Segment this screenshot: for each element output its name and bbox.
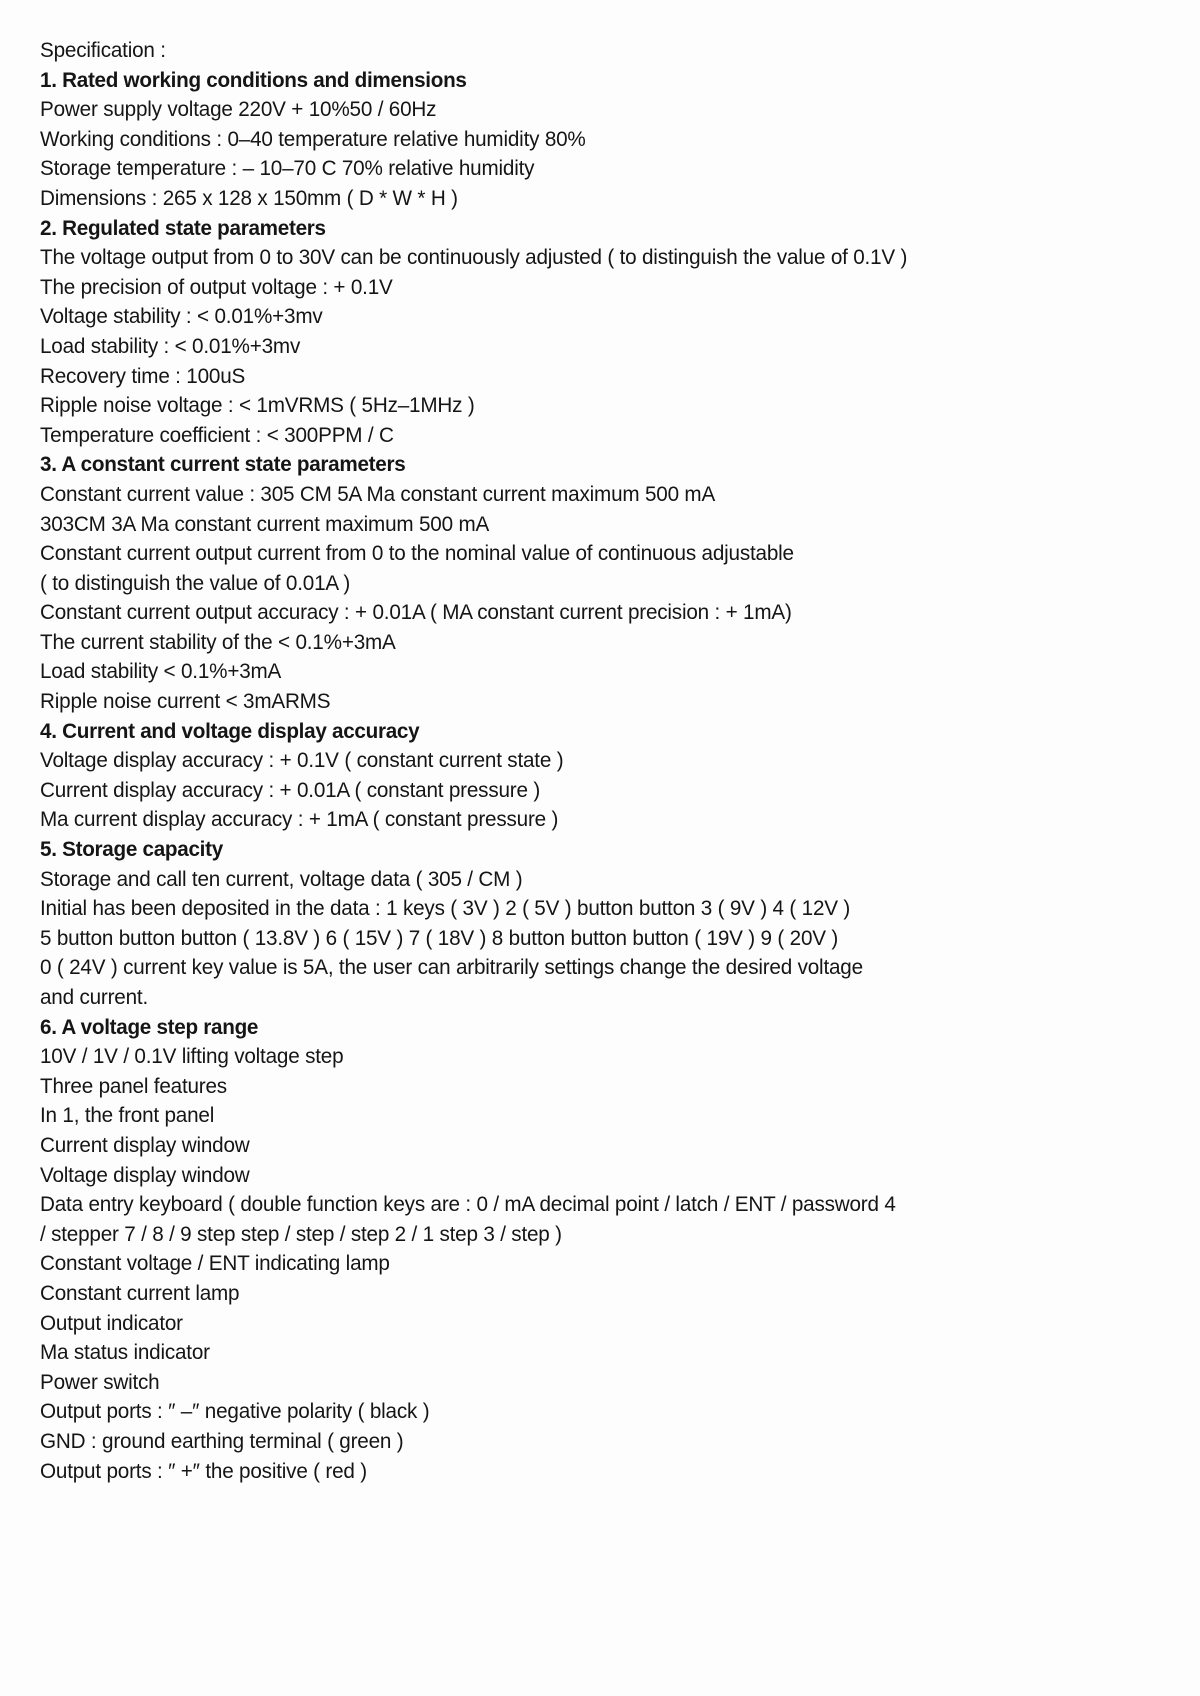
- spec-text-line: 5 button button button ( 13.8V ) 6 ( 15V ) 7 ( 18V ) 8 button button button ( 19V ) 9 ( 20V ): [40, 926, 839, 950]
- spec-text-line: Ma status indicator: [40, 1341, 210, 1365]
- spec-text-line: Current display window: [40, 1133, 250, 1157]
- spec-text-line: Initial has been deposited in the data : 1 keys ( 3V ) 2 ( 5V ) button button 3 ( 9V ) 4 ( 12V ): [40, 897, 851, 921]
- spec-text-line: Power switch: [40, 1370, 160, 1394]
- spec-text-line: Constant current output accuracy : + 0.01A ( MA constant current precision : + 1mA): [40, 601, 792, 625]
- spec-text-line: Voltage display accuracy : + 0.1V ( constant current state ): [40, 749, 564, 773]
- section-heading: 4. Current and voltage display accuracy: [40, 719, 420, 743]
- spec-text-line: Ripple noise current < 3mARMS: [40, 690, 331, 714]
- spec-text-line: Constant current output current from 0 to the nominal value of continuous adjustable: [40, 542, 794, 566]
- spec-text-line: Output ports : ″ –″ negative polarity ( black ): [40, 1400, 430, 1424]
- section-heading: 2. Regulated state parameters: [40, 216, 326, 240]
- spec-text-line: Voltage stability : < 0.01%+3mv: [40, 305, 323, 329]
- section-heading: 3. A constant current state parameters: [40, 453, 406, 477]
- spec-text-line: The current stability of the < 0.1%+3mA: [40, 630, 396, 654]
- spec-text-line: Temperature coefficient : < 300PPM / C: [40, 423, 394, 447]
- spec-text-line: Constant voltage / ENT indicating lamp: [40, 1252, 390, 1276]
- spec-text-line: / stepper 7 / 8 / 9 step step / step / step 2 / 1 step 3 / step ): [40, 1222, 562, 1246]
- spec-text-line: Working conditions : 0–40 temperature relative humidity 80%: [40, 127, 586, 151]
- spec-text-line: Ma current display accuracy : + 1mA ( constant pressure ): [40, 808, 559, 832]
- spec-text-line: Output ports : ″ +″ the positive ( red ): [40, 1459, 367, 1483]
- spec-text-line: Recovery time : 100uS: [40, 364, 246, 388]
- spec-text-line: Constant current value : 305 CM 5A Ma constant current maximum 500 mA: [40, 482, 716, 506]
- section-heading: 5. Storage capacity: [40, 838, 223, 862]
- spec-text-line: ( to distinguish the value of 0.01A ): [40, 571, 351, 595]
- spec-text-line: Current display accuracy : + 0.01A ( constant pressure ): [40, 778, 541, 802]
- spec-text-line: Constant current lamp: [40, 1281, 240, 1305]
- spec-text-line: In 1, the front panel: [40, 1104, 215, 1128]
- spec-text-line: The voltage output from 0 to 30V can be continuously adjusted ( to distinguish the value of 0.1V ): [40, 246, 908, 270]
- spec-text-line: Power supply voltage 220V + 10%50 / 60Hz: [40, 98, 437, 122]
- section-heading: 6. A voltage step range: [40, 1015, 259, 1039]
- spec-text-line: GND : ground earthing terminal ( green ): [40, 1429, 404, 1453]
- spec-text-line: Storage temperature : – 10–70 C 70% relative humidity: [40, 157, 535, 181]
- spec-text-line: Dimensions : 265 x 128 x 150mm ( D * W * H ): [40, 186, 458, 210]
- spec-text-line: The precision of output voltage : + 0.1V: [40, 275, 393, 299]
- spec-text-line: Output indicator: [40, 1311, 183, 1335]
- spec-text-line: Load stability : < 0.01%+3mv: [40, 334, 301, 358]
- spec-text-line: Specification :: [40, 39, 166, 62]
- spec-text-line: Voltage display window: [40, 1163, 250, 1187]
- spec-text-line: 0 ( 24V ) current key value is 5A, the user can arbitrarily settings change the desired voltage: [40, 956, 863, 980]
- spec-text-line: Storage and call ten current, voltage data ( 305 / CM ): [40, 867, 523, 891]
- spec-text-line: Ripple noise voltage : < 1mVRMS ( 5Hz–1MHz ): [40, 394, 475, 418]
- spec-text-line: 303CM 3A Ma constant current maximum 500 mA: [40, 512, 490, 536]
- spec-text-line: Data entry keyboard ( double function keys are : 0 / mA decimal point / latch / ENT / password 4: [40, 1193, 896, 1217]
- spec-text-line: and current.: [40, 986, 149, 1009]
- section-heading: 1. Rated working conditions and dimensions: [40, 68, 467, 92]
- spec-text-line: Load stability < 0.1%+3mA: [40, 660, 282, 684]
- spec-text-line: 10V / 1V / 0.1V lifting voltage step: [40, 1045, 344, 1069]
- spec-text-line: Three panel features: [40, 1074, 227, 1098]
